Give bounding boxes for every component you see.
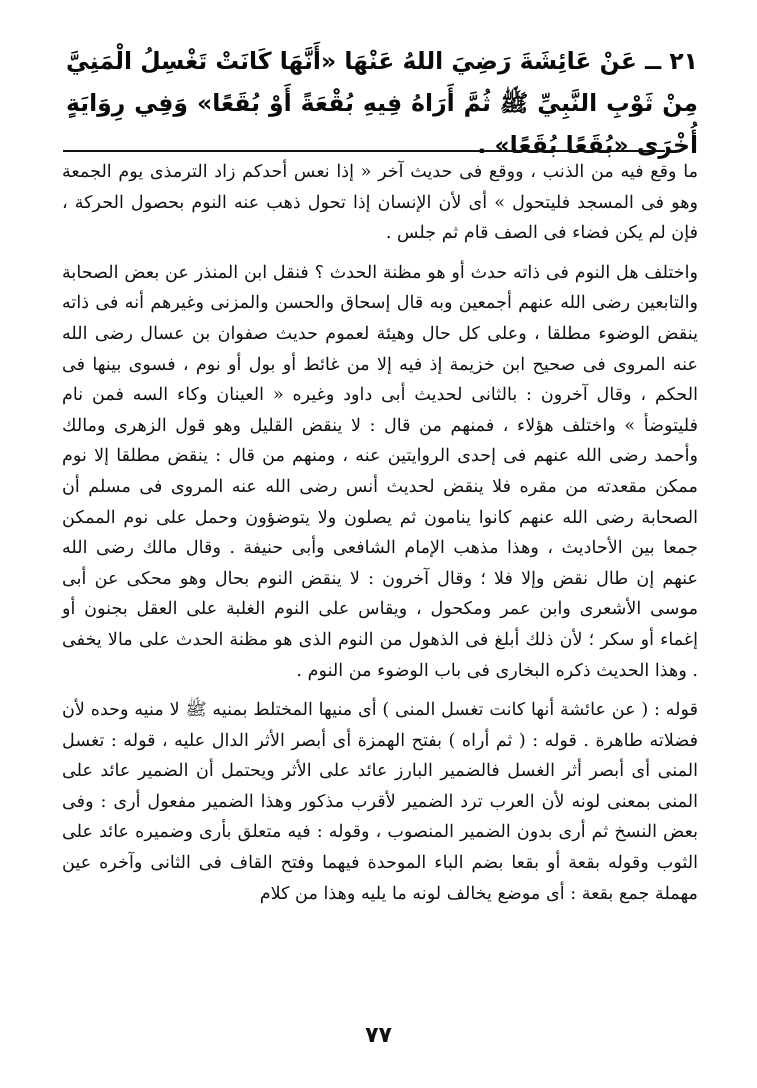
separator-rule: [63, 150, 665, 152]
commentary-paragraph-3: قوله : ( عن عائشة أنها كانت تغسل المنى ) أى منيها المختلط بمنيه ﷺ لا منيه وحده لأن فضلاته طاهرة . قوله : ( ثم أراه ) بفتح الهمزة أى أبصر الأثر الدال عليه ، قوله : تغسل المنى أى أبصر أثر الغسل فالضمير البارز عائد على الأثر ويحتمل أن الضمير عائد على المنى بمعنى لونه لأن العرب ترد الضمير لأقرب مذكور وهذا الضمير مفعول أرى : وفى بعض النسخ ثم أرى بدون الضمير المنصوب ، وقوله : فيه متعلق بأرى وضميره عائد على الثوب وقوله بقعة أو بقعا بضم الباء الموحدة فيهما وفتح القاف فى الثانى وآخره عين مهملة جمع بقعة : أى موضع يخالف لونه ما يليه وهذا من كلام: [62, 700, 698, 904]
page-number: ٧٧: [365, 1023, 392, 1048]
hadith-heading: ٢١ ــ عَنْ عَائِشَةَ رَضِيَ اللهُ عَنْهَا «أَنَّهَا كَانَتْ تَغْسِلُ الْمَنِيَّ مِنْ ثَوْبِ النَّبِيِّ ﷺ ثُمَّ أَرَاهُ فِيهِ بُقْعَةً أَوْ بُقَعًا» وَفِي رِوَايَةٍ أُخْرَى «بُقَعًا بُقَعًا» .: [66, 47, 698, 159]
commentary-body: [62, 157, 698, 918]
commentary-paragraph-1: ما وقع فيه من الذنب ، ووقع فى حديث آخر « إذا نعس أحدكم زاد الترمذى يوم الجمعة وهو فى المسجد فليتحول » أى لأن الإنسان إذا تحول ذهب عنه النوم بحصول الحركة ، فإن لم يكن فضاء فى الصف قام ثم جلس .: [62, 162, 698, 244]
commentary-paragraph-2: واختلف هل النوم فى ذاته حدث أو هو مظنة الحدث ؟ فنقل ابن المنذر عن بعض الصحابة والتابعين رضى الله عنهم أجمعين وبه قال إسحاق والحسن والمزنى وغيرهم أنه فى ذاته ينقض الوضوء مطلقا ، وعلى كل حال وهيئة لعموم حديث صفوان بن عسال رضى الله عنه المروى فى صحيح ابن خزيمة إذ فيه إلا من غائط أو بول أو نوم ، فسوى بينها فى الحكم ، وقال آخرون : بالثانى لحديث أبى داود وغيره « العينان وكاء السه فمن نام فليتوضأ » واختلف هؤلاء ، فمنهم من قال : لا ينقض القليل وهو قول الزهرى ومالك وأحمد رضى الله عنهم فى إحدى الروايتين عنه ، ومنهم من قال : ينقض مطلقا إلا نوم ممكن مقعدته من مقره فلا ينقض لحديث أنس رضى الله عنه المروى فى مسلم أن الصحابة رضى الله عنهم كانوا ينامون ثم يصلون ولا يتوضؤون وحمل على نوم الممكن جمعا بين الأحاديث ، وهذا مذهب الإمام الشافعى وأبى حنيفة . وقال مالك رضى الله عنهم إن طال نقض وإلا فلا ؛ وقال آخرون : لا ينقض النوم بحال وهو محكى عن أبى موسى الأشعرى وابن عمر ومكحول ، ويقاس على النوم الغلبة على العقل بجنون أو إغماء أو سكر ؛ لأن ذلك أبلغ فى الذهول من النوم الذى هو مظنة الحدث على مالا يخفى . وهذا الحديث ذكره البخارى فى باب الوضوء من النوم .: [62, 262, 698, 681]
